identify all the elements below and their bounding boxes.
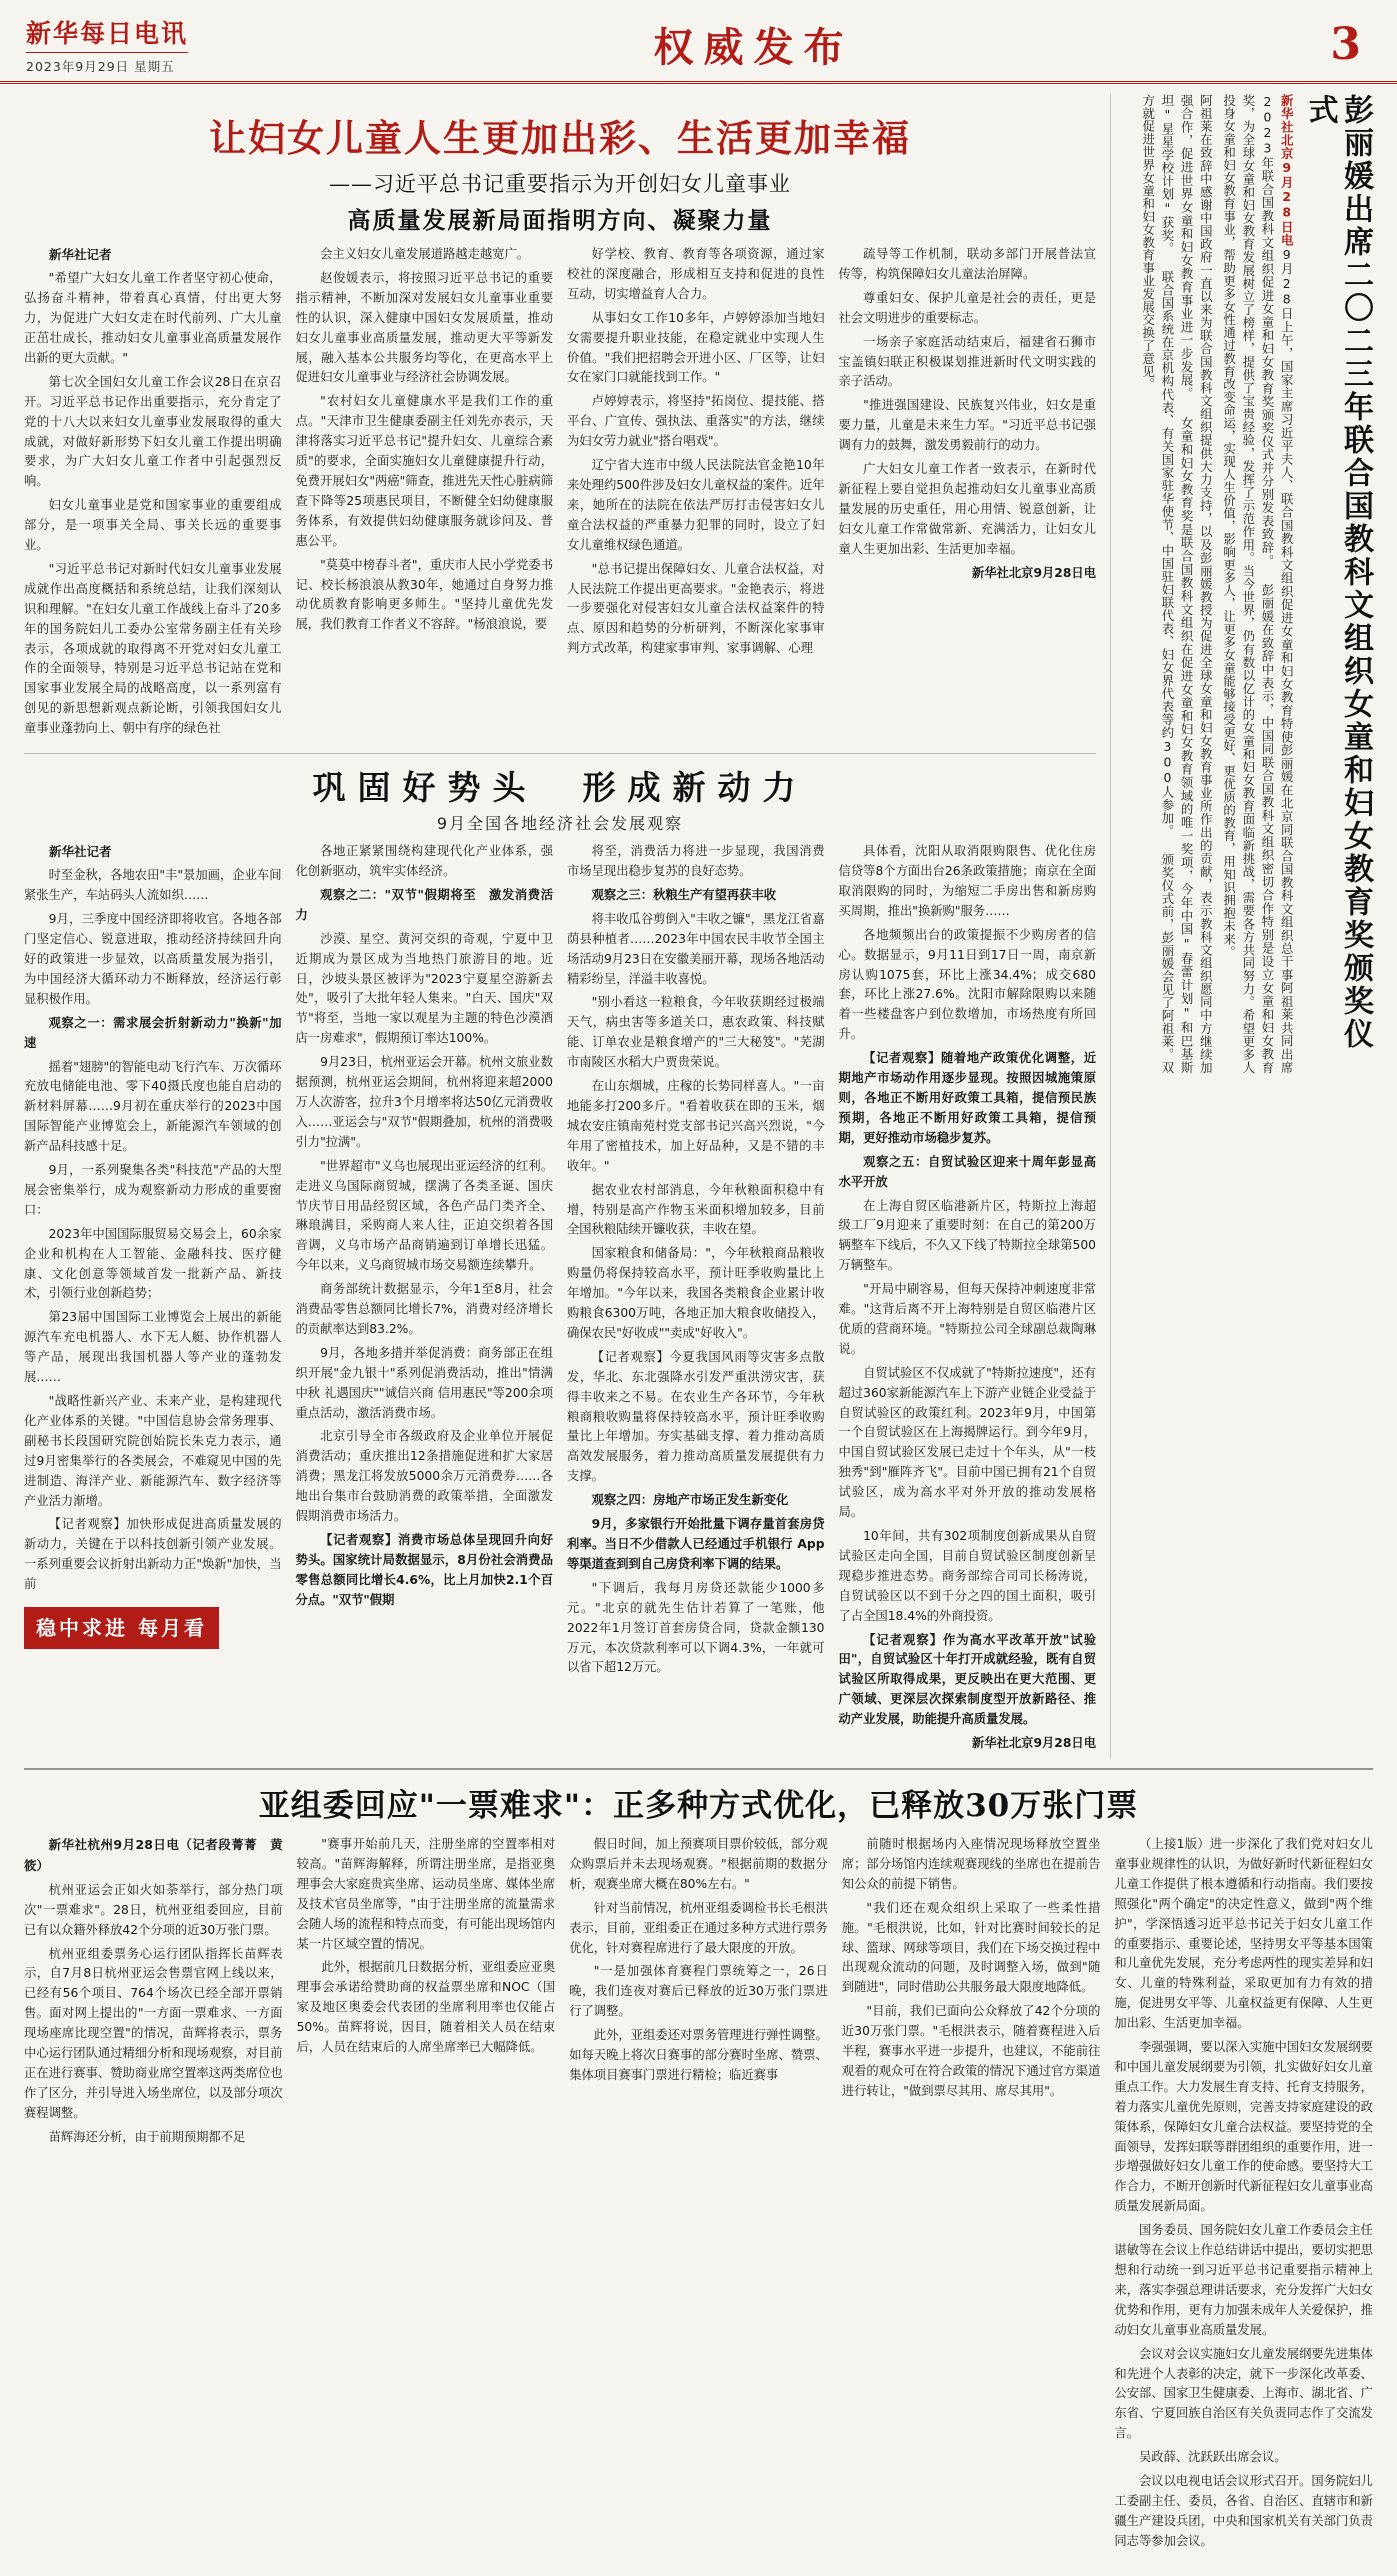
paragraph: "下调后，我每月房贷还款能少1000多元。"北京的就先生估计若算了一笔账，他2022年1月签订首套房贷合同，贷款金额130万元，本次贷款利率可以下调4.3%，一年就可以省下超12万元。 (567, 1580, 825, 1675)
paragraph: 第七次全国妇女儿童工作会议28日在京召开。习近平总书记作出重要指示，充分肯定了党的十八大以来妇女儿童事业发展取得的重大成就，对做好新形势下妇女儿童工作提出明确要求，为广大妇女儿童工作者中引起强烈反响。 (24, 374, 282, 489)
article2-column-1 (24, 842, 282, 1758)
paragraph: 国家粮食和储备局："，今年秋粮商品粮收购量仍将保持较高水平，预计旺季收购量比上年增加。"今年以来，我国各类粮食企业累计收购粮食6300万吨，各地正加大粮食收储投入，确保农民"好收成""卖成"好收入"。 (567, 1246, 825, 1340)
paragraph: 彭丽媛在致辞中表示，中国同联合国教科文组织密切合作特别是设立女童和妇女教育奖，为全球女童和妇女教育发展树立了榜样，提供了宝贵经验，发挥了示范作用。当今世界，仍有数以亿计的女童和妇女教育面临新挑战，需要各方共同努力。希望更多人投身女童和妇女教育事业，帮助更多女性通过教育改变命运，实现人生价值，影响更多人，让更多女童能够接受更好、更优质的教育，用知识拥抱未来。 (1221, 94, 1275, 1074)
reporter-note: 观察之四：房地产市场正发生新变化 (591, 1493, 789, 1508)
paragraph: 好学校、教育、教育等各项资源，通过家校社的深度融合，形成相互支持和促进的良性互动，切实增益育人合力。 (567, 247, 825, 301)
article3-headline: 亚组委回应"一票难求"：正多种方式优化，已释放30万张门票 (258, 1787, 1139, 1824)
paragraph: "希望广大妇女儿童工作者坚守初心使命，弘扬奋斗精神，带着真心真情，付出更大努力，为促进广大妇女走在时代前列、广大儿童正茁壮成长，推动妇女儿童事业高质量发展作出新的更大贡献。" (24, 271, 282, 365)
paragraph: "赛事开始前几天，注册坐席的空置率相对较高。"苗辉海解释，所谓注册坐席，是指亚奥理事会大家庭贵宾坐席、运动员坐席、媒体坐席及技术官员坐席等，"由于注册坐席的流量需求会随人场的流程和特点而变，有可能出现场馆内某一片区域空置的情况。 (296, 1836, 556, 1951)
paragraph: 吴政薛、沈跃跃出席会议。 (1138, 2450, 1287, 2465)
article2-subhead: 9月全国各地经济社会发展观察 (436, 814, 684, 834)
article3-column-2 (297, 1835, 556, 2556)
divider-bottom (24, 1768, 1373, 1770)
paragraph: 前随时根据场内入座情况现场释放空置坐席；部分场馆内连续观赛现线的坐席也在提前告知公众的前提下销售。 (841, 1836, 1101, 1891)
paragraph: 据农业农村部消息，今年秋粮面积稳中有增，特别是高产作物玉米面积增加较多，目前全国秋粮陆续开镰收获，丰收在望。 (567, 1182, 825, 1237)
paragraph: "世界超市"义乌也展现出亚运经济的红利。走进义乌国际商贸城，摆满了各类圣诞、国庆节庆节日用品经贸区域，各色产品门类齐全、琳琅满目，采购商人来人往，正迫交织着各国音调，义乌市场产品商销遍到订单增长迅猛。今年以来，义乌商贸城市场交易额连续攀升。 (295, 1158, 553, 1273)
paragraph: 具体看，沈阳从取消限购限售、优化住房信贷等8个方面出台26条政策措施；南京在全面取消限购的同时，为缩短二手房出售和新房购买周期，推出"换新购"服务…… (838, 844, 1096, 918)
paragraph: 女童和妇女教育奖是联合国教科文组织在促进女童和妇女教育领域的唯一奖项，今年中国"春蕾计划"和巴基斯坦"星星学校计划"获奖。 (1159, 94, 1195, 1075)
paragraph: 9月，一系列聚集各类"科技范"产品的大型展会密集举行，成为观察新动力形成的重要窗口： (24, 1163, 282, 1217)
observation-heading: 9月，多家银行开始批量下调存量首套房贷利率。当日不少借款人已经通过手机银行 App 等渠道查到到自己房贷利率下调的结果。 (567, 1517, 825, 1571)
paragraph: 会主义妇女儿童发展道路越走越宽广。 (320, 247, 530, 261)
paragraph: 颁奖仪式前，彭丽媛会见了阿祖莱。双方就促进世界女童和妇女教育事业发展交换了意见。 (1140, 94, 1175, 1075)
paragraph: 各地频频出台的政策提振不少购房者的信心。数据显示，9月11日到17日一周，南京新房认购1075套，环比上涨34.4%；成交680套，环比上涨27.6%。沈阳市解除限购以来随着一些楼盘客户到位数增加，市场热度有所回升。 (838, 927, 1096, 1042)
divider (24, 753, 1096, 754)
paragraph: "战略性新兴产业、未来产业，是构建现代化产业体系的关键。"中国信息协会常务理事、副秘书长段国研究院创始院长朱克力表示，通过9月密集举行的各类展会，不难窥见中国的先进制造、海洋产业、新能源汽车、数字经济等产业活力渐增。 (24, 1394, 282, 1508)
body-wrap (0, 84, 1397, 1758)
paragraph: 广大妇女儿童工作者一致表示，在新时代新征程上要自觉担负起推动妇女儿童事业高质量发展的历史重任，用心用情、锐意创新，让妇女儿童工作常做常新、充满活力，让妇女儿童人生更加出彩、生活更加幸福。 (838, 462, 1096, 556)
paragraph: 辽宁省大连市中级人民法院法官金艳10年来处理约500件涉及妇女儿童权益的案件。近年来，她所在的法院在依法严厉打击侵害妇女儿童合法权益的严重暴力犯罪的同时，设立了妇女儿童维权绿色通道。 (567, 458, 825, 552)
right-rail (1110, 94, 1373, 1758)
article3-column-5 (1114, 1835, 1373, 2556)
article2-byline: 新华社记者 (49, 844, 112, 860)
paragraph: 联合国系统在京机构代表、有关国家驻华使节、中国驻妇联代表、妇女界代表等约300人参加。 (1159, 270, 1175, 838)
article3-column-4 (842, 1835, 1101, 2556)
observation-heading: 观察之五：自贸试验区迎来十周年彭显高水平开放 (838, 1154, 1096, 1189)
observation-heading: 观察之一：需求展会折射新动力"换新"加速 (24, 1015, 282, 1050)
paragraph: 9月28日上午，国家主席习近平夫人、联合国教科文组织促进女童和妇女教育特使彭丽媛在北京同联合国教科文组织总干事阿祖莱共同出席2023年联合国教科文组织促进女童和妇女教育奖颁奖仪式并分别发表致辞。 (1260, 94, 1295, 1074)
article-tickets (0, 1780, 1397, 2576)
article2-column-3 (567, 842, 825, 1758)
left-zone (24, 94, 1110, 1758)
paragraph: 将丰收瓜谷剪倒入"丰收之镰"，黑龙江省嘉荫县种植者……2023年中国农民丰收节全国主场活动9月23日在安徽美丽开幕，现场各地活动精彩纷呈，洋溢丰收喜悦。 (567, 911, 825, 986)
paragraph: "我们还在观众组织上采取了一些柔性措施。"毛根洪说，比如，针对比赛时间较长的足球、篮球、网球等项目，我们在下场交换过程中出现观众流动的问题，及时调整入场，做到"随到随进"，同时借助公共服务最大限度地降低。 (841, 1900, 1101, 1995)
paragraph: 国务委员、国务院妇女儿童工作委员会主任谌敏等在会议上作总结讲话中提出，要切实把思想和行动统一到习近平总书记重要指示精神上来，落实李强总理讲话要求，充分发挥广大妇女优势和作用，更有力加强未成年人关爱保护，推动妇女儿童事业高质量发展。 (1114, 2223, 1373, 2337)
paragraph: 会议以电视电话会议形式召开。国务院妇儿工委副主任、委员，各省、自治区、直辖市和新疆生产建设兵团，中央和国家机关有关部门负责同志等参加会议。 (1114, 2474, 1373, 2548)
article-economy (24, 762, 1096, 1758)
paragraph: 一场亲子家庭活动结束后，福建省石狮市宝盖镇妇联正积极谋划推进新时代文明实践的亲子活动。 (838, 334, 1096, 389)
section-title: 权威发布 (653, 24, 854, 71)
article1-title: 让妇女儿童人生更加出彩、生活更加幸福 (209, 116, 911, 160)
paragraph: 卢婷婷表示，将坚持"拓岗位、提技能、搭平台、广宣传、强执法、重落实"的方法，继续为妇女劳力就业"搭台唱戏"。 (567, 394, 825, 449)
article1-columns (24, 245, 1096, 743)
paragraph: 将至，消费活力将进一步显现，我国消费市场呈现出稳步复苏的良好态势。 (567, 844, 825, 878)
paragraph: "总书记提出保障妇女、儿童合法权益，对人民法院工作提出更高要求。"金艳表示，将进一步要强化对侵害妇女儿童合法权益案件的特点、原因和趋势的分析研判，不断深化家事审判方式改革，构建家事审判、家事调解、心理 (567, 561, 825, 656)
newspaper-logo: 新华每日电讯 (26, 14, 188, 53)
reporter-note: 【记者观察】作为高水平改革开放"试验田"，自贸试验区十年打开成就经验，既有自贸试验区所取得成果，更反映出在更大范围、更广领域、更深层次探索制度型开放新路径、推动产业发展，助能提升高质量发展。 (838, 1632, 1096, 1727)
paragraph: 从事妇女工作10多年，卢婷婷添加当地妇女需要提升职业技能，在稳定就业中实现人生价值。"我们把招聘会开进小区、厂区等，让妇女在家门口就能找到工作。" (567, 310, 825, 385)
paragraph: 9月23日，杭州亚运会开幕。杭州文旅业数据预测，杭州亚运会期间，杭州将迎来超2000万人次游客，拉升3个月增率将达50亿元消费收入……亚运会与"双节"假期叠加，杭州的消费吸引力"拉满"。 (295, 1055, 553, 1149)
paragraph: 北京引导全市各级政府及企业单位开展促消费活动；重庆推出12条措施促进和扩大家居消费；黑龙江将发放5000余万元消费券……各地出台集市台鼓励消费的政策举措，全面激发假期消费市场活力。 (295, 1429, 553, 1524)
paragraph: 尊重妇女、保护儿童是社会的责任，更是社会文明进步的重要标志。 (838, 290, 1096, 325)
paragraph: "莫莫中榜春斗者"，重庆市人民小学党委书记、校长杨浪浪从教30年，她通过自身努力推动优质教育影响更多师生。"坚持儿童优先发展，我们教育工作者义不容辞。"杨浪浪说，要 (295, 557, 553, 632)
paragraph: 会议对会议实施妇女儿童发展纲要先进集体和先进个人表彰的决定，就下一步深化改革委、公安部、国家卫生健康委、上海市、湖北省、广东省、宁夏回族自治区有关负责同志作了交流发言。 (1114, 2346, 1373, 2441)
paragraph: 9月，各地多措并举促消费：商务部正在组织开展"金九银十"系列促消费活动，推出"情满中秋 礼遇国庆""诚信兴商 信用惠民"等200余项重点活动，激活消费市场。 (295, 1345, 553, 1420)
article1-dateline-end: 新华社北京9月28日电 (971, 565, 1096, 580)
paragraph: 9月，三季度中国经济即将收官。各地各部门坚定信心、锐意进取，推动经济持续回升向好的政策进一步显效，以高质量发展为指引，为中国经济大循环动力不断释放，经济运行彰显积极作用。 (24, 912, 282, 1006)
paragraph: "推进强国建设、民族复兴伟业，妇女是重要力量，儿童是未来生力军。"习近平总书记强调有力的鼓舞，激发勇毅前行的动力。 (838, 398, 1096, 453)
rail-body-2 (1138, 94, 1215, 1074)
paragraph: "开局中刷容易，但每天保持冲刺速度非常难。"这背后离不开上海特别是自贸区临港片区优质的营商环境。"特斯拉公司全球副总裁陶琳说。 (838, 1282, 1096, 1356)
page-number: 3 (1330, 19, 1361, 70)
continued-note: （上接1版）进一步深化了我们党对妇女儿童事业规律性的认识，为做好新时代新征程妇女儿童工作提供了根本遵循和行动指南。我们要按照强化"两个确定"的决定性意义，做到"两个维护"，学深悟透习近平总书记关于妇女儿童工作的重要指示、重要论述，坚持男女平等基本国策和儿童优先发展，充分考虑两性的现实差异和妇女、儿童的特殊利益，采取更加有力有效的措施，促进男女平等、儿童权益更有保障、人生更加出彩、生活更加幸福。 (1114, 1836, 1373, 2031)
article1-byline: 新华社记者 (49, 247, 112, 262)
paragraph: 自贸试验区不仅成就了"特斯拉速度"，还有超过360家新能源汽车上下游产业链企业受益于自贸试验区的政策红利。2023年9月，中国第一个自贸试验区在上海揭牌运行。到今年9月，中国自贸试验区发展已走过十个年头，从"一枝独秀"到"雁阵齐飞"。目前中国已拥有21个自贸试验区，成为高水平对外开放的推动发展格局。 (838, 1365, 1096, 1520)
masthead-logo-block (26, 14, 266, 75)
paragraph: 【记者观察】加快形成促进高质量发展的新动力，关键在于以科技创新引领产业发展。一系列重要会议折射出新动力正"焕新"加快，当前 (24, 1517, 282, 1592)
paragraph: 疏导等工作机制，联动多部门开展普法宣传等，构筑保障妇女儿童法治屏障。 (838, 247, 1096, 281)
article3-dateline: 新华社杭州9月28日电（记者段菁菁 黄筱） (24, 1836, 283, 1873)
article-lead (24, 108, 1096, 743)
article2-column-4 (839, 842, 1097, 1758)
paragraph: 针对当前情况，杭州亚组委调检书长毛根洪表示，目前，亚组委正在通过多种方式进行票务优化，针对赛程席进行了最大限度的开放。 (569, 1900, 828, 1955)
paragraph: "一是加强体育赛程门票统筹之一，26日晚，我们连夜对赛后已释放的近30万张门票进行了调整。 (569, 1964, 828, 2019)
article2-headline: 巩固好势头 形成新动力 (312, 768, 808, 808)
observation-heading: 观察之三：秋粮生产有望再获丰收 (591, 887, 777, 902)
article2-columns (24, 842, 1096, 1758)
paragraph: 商务部统计数据显示，今年1至8月，社会消费品零售总额同比增长7%，消费对经济增长的贡献率达到83.2%。 (295, 1282, 553, 1336)
paragraph: "目前，我们已面向公众释放了42个分项的近30万张门票。"毛根洪表示，随着赛程进入后半程，赛事水平进一步提升，也建议，不能前往观看的观众可在符合政策的情况下通过官方渠道进行转让，"做到票尽其用、席尽其用"。 (841, 2004, 1101, 2098)
paragraph: 10年间，共有302项制度创新成果从自贸试验区走向全国，目前自贸试验区制度创新呈现稳步推进态势。商务部综合司司长杨涛说，自贸试验区以不到千分之四的国土面积，吸引了占全国18.4%的外商投资。 (838, 1529, 1096, 1623)
paragraph: "习近平总书记对新时代妇女儿童事业发展成就作出高度概括和系统总结，让我们深刻认识和理解。"在妇女儿童工作战线上奋斗了20多年的国务院妇儿工委办公室常务副主任有关珍表示，各项成就的取得离不开党对妇女儿童工作的全面领导，特别是习近平总书记站在党和国家事业发展全局的战略高度，以一系列富有创见的新思想新观点新论断，引领我国妇女儿童事业蓬勃向上、朝中有序的绿色社 (24, 561, 282, 736)
paragraph: 阿祖莱在致辞中感谢中国政府一直以来为联合国教科文组织提供大力支持，以及彭丽媛教授为促进全球女童和妇女教育事业所作出的贡献，表示教科文组织愿同中方继续加强合作，促进世界女童和妇女教育事业进一步发展。 (1179, 94, 1214, 1074)
paragraph: 时至金秋，各地农田"丰"景加画，企业车间紧张生产，车站码头人流如织…… (24, 868, 282, 903)
observation-heading: 观察之二："双节"假期将至 激发消费活力 (295, 887, 553, 922)
paragraph: 【记者观察】今夏我国风雨等灾害多点散发，华北、东北强降水引发严重洪涝灾害，获得丰收来之不易。在农业生产各环节，今年秋粮商粮收购量将保持较高水平，预计旺季收购量比上年增加。夯实基础支撑、着力推动高质高效发展服务，着力推动高质量发展提供有力支撑。 (567, 1349, 825, 1484)
paragraph: 此外，根据前几日数据分析，亚组委应亚奥理事会承诺给赞助商的权益票坐席和NOC（国家及地区奥委会代表团的坐席利用率也仅能占50%。苗辉将说，因目，随着相关人员在结束后，人员在结束后的人席坐席率已大幅降低。 (296, 1960, 556, 2055)
paragraph: 杭州亚运会正如火如荼举行，部分热门项次"一票难求"。28日，杭州亚组委回应，目前已有以众籍外释放42个分项的近30万张门票。 (24, 1882, 283, 1937)
paragraph: 妇女儿童事业是党和国家事业的重要组成部分，是一项事关全局、事关长远的重要事业。 (24, 498, 282, 553)
article1-column-2 (296, 245, 554, 743)
masthead (0, 0, 1397, 84)
publication-date: 2023年9月29日 星期五 (26, 59, 175, 74)
rail-body-1 (1219, 94, 1296, 1074)
paragraph: 沙漠、星空、黄河交织的奇观，宁夏中卫近期成为景区成为当地热门旅游目的地。近日，沙坡头景区被评为"2023宁夏星空游新去处"，吸引了大批年轻人集来。"白天、国庆"双节"将至，当地一家以观星为主题的特色沙漠酒店一房难求"，假期预订率达100%。 (295, 931, 553, 1046)
reporter-note: 【记者观察】消费市场总体呈现回升向好势头。国家统计局数据显示，8月份社会消费品零售总额同比增长4.6%，比上月加快2.1个百分点。"双节"假期 (295, 1533, 553, 1607)
paragraph: 此外，亚组委还对票务管理进行弹性调整。如每天晚上将次日赛事的部分赛时坐席、赞票、集体项目赛事门票进行精检；临近赛事 (569, 2028, 828, 2082)
paragraph: 摇着"翅膀"的智能电动飞行汽车、万次循环充放电储能电池、零下40摄氏度也能自启动的新材料屏幕……9月初在重庆举行的2023中国国际智能产业博览会上，新能源汽车领域的创新产品科技感十足。 (24, 1059, 282, 1154)
article1-column-4 (839, 245, 1097, 743)
rail-headline: 彭丽媛出席二〇二三年联合国教科文组织女童和妇女教育奖颁奖仪式 (1302, 94, 1373, 1051)
reporter-note: 【记者观察】随着地产政策优化调整，近期地产市场动作用逐步显现。按照因城施策原则，各地正不断用好政策工具箱，提信预民族预期，各地正不断用好政策工具箱，提信预期，更好推动市场稳步复苏。 (838, 1051, 1096, 1145)
paragraph: "农村妇女儿童健康水平是我们工作的重点。"天津市卫生健康委副主任刘先亦表示，天津将落实习近平总书记"提升妇女、儿童综合素质"的要求，全面实施妇女儿童健康提升行动，免费开展妇女"两癌"筛查，推进先天性心脏病筛查下降等25项惠民项目，不断健全妇幼健康服务体系，有效提供妇幼健康服务就诊问及、普惠公平。 (295, 394, 553, 548)
article3-columns (24, 1835, 1373, 2556)
paragraph: 各地正紧紧围绕构建现代化产业体系，强化创新驱动，筑牢实体经济。 (295, 844, 553, 878)
paragraph: 假日时间，加上预赛项目票价较低，部分观众购票后并未去现场观赛。"根据前期的数据分析，观赛坐席大概在80%左右。" (569, 1836, 828, 1891)
article2-dateline-end: 新华社北京9月28日电 (971, 1736, 1096, 1751)
article3-column-3 (569, 1835, 828, 2556)
paragraph: 李强强调，要以深入实施中国妇女发展纲要和中国儿童发展纲要为引领，扎实做好妇女儿童重点工作。大力发展生育支持、托育支持服务，着力落实儿童优先原则，完善支持家庭建设的政策体系，保障妇女儿童合法权益。要坚持党的全面领导，发挥妇联等群团组织的重要作用，进一步增强做好妇女儿童工作的使命感。要坚持大工作合力，不断开创新时代新征程妇女儿童事业高质量发展新局面。 (1114, 2040, 1373, 2214)
article1-column-1 (24, 245, 282, 743)
article2-column-2 (296, 842, 554, 1758)
paragraph: 杭州亚组委票务心运行团队指挥长苗辉表示，自7月8日杭州亚运会售票官网上线以来，已经有56个项目、764个场次已经全部开票销售。面对网上提出的"一方面一票难求、一方面现场座席比现空置"的情况，苗辉将表示，票务中心运行团队通过精细分析和现场观察，对目前正在进行赛事、赞助商业席空置率这两类席位也作了区分，并引导进入场坐席位，以及部分项次赛程调整。 (24, 1946, 283, 2120)
paragraph: 苗辉海还分析，由于前期预期都不足 (48, 2129, 246, 2144)
article1-column-3 (567, 245, 825, 743)
paragraph: 在山东烟城，庄稼的长势同样喜人。"一亩地能多打200多斤。"看着收获在即的玉米，烟城农安庄镇南苑村党支部书记兴高兴烈说，"今年用了密植技术，加上好品种，又是不错的丰收年。" (567, 1079, 825, 1173)
article3-column-1 (24, 1835, 283, 2556)
article1-subtitle-2: 高质量发展新局面指明方向、凝聚力量 (347, 207, 773, 234)
paragraph: "别小看这一粒粮食，今年收获期经过极端天气，病虫害等多道关口，惠农政策、科技赋能、订单农业是粮食增产的"三大秘笈"。"芜湖市南陵区水稻大户贾贵荣说。 (567, 995, 825, 1070)
article1-subtitle-1: ——习近平总书记重要指示为开创妇女儿童事业 (329, 172, 791, 196)
rail-dateline: 新华社北京9月28日电 (1279, 94, 1295, 247)
paragraph: 第23届中国国际工业博览会上展出的新能源汽车充电机器人、水下无人艇、协作机器人等产品，展现出我国机器人等产业的蓬勃发展…… (24, 1310, 282, 1385)
paragraph: 2023年中国国际服贸易交易会上，60余家企业和机构在人工智能、金融科技、医疗健康、文化创意等领域首发一批新产品、新技术，引领行业创新趋势； (24, 1226, 282, 1301)
paragraph: 在上海自贸区临港新片区，特斯拉上海超级工厂9月迎来了重要时刻：在自己的第200万辆整车下线后，不久又下线了特斯拉全球第500万辆整车。 (838, 1198, 1096, 1273)
paragraph: 赵俊媛表示，将按照习近平总书记的重要指示精神，不断加深对发展妇女儿童事业重要性的认识，深入健康中国妇女发展质量，推动妇女儿童事业高质量发展，推动更大平等新发展，融入基本公共服务均等化，在更高水平上促进妇女儿童事业与经济社会协调发展。 (295, 270, 553, 385)
column-stamp: 稳中求进 每月看 (24, 1607, 219, 1649)
